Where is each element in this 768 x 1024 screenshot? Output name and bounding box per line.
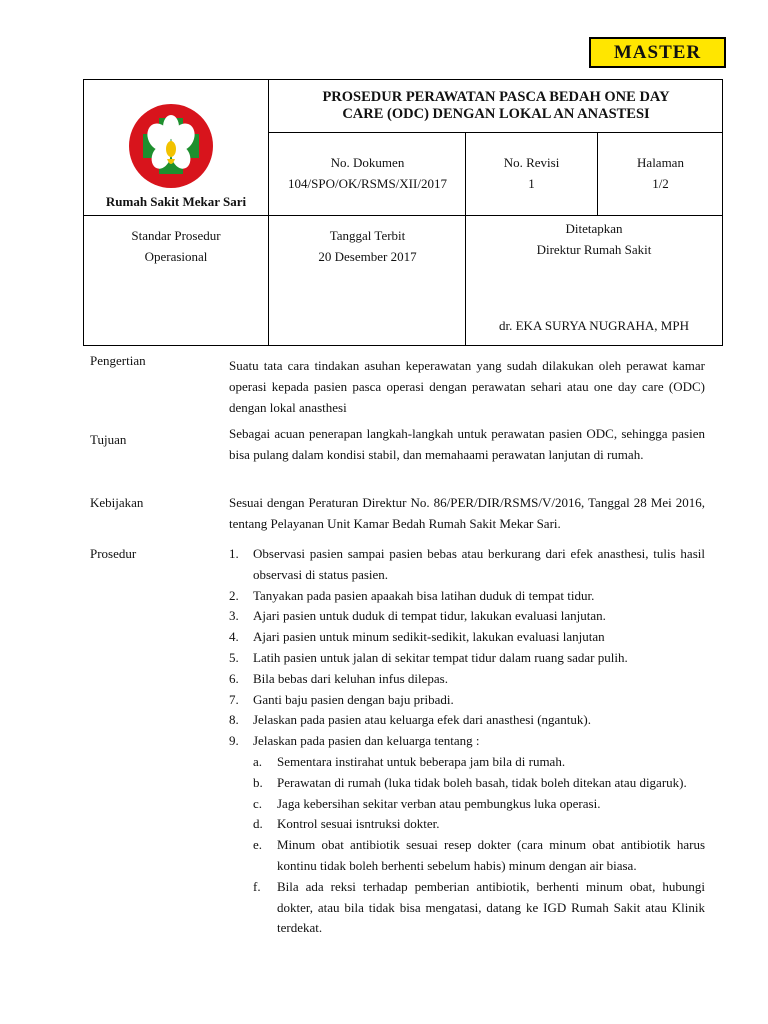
approval-label: Ditetapkan: [565, 221, 623, 236]
master-badge: MASTER: [589, 37, 726, 68]
page-cell: [598, 152, 723, 194]
revision-label: No. Revisi: [503, 155, 560, 170]
step-number: 4.: [229, 629, 239, 645]
step-number: 5.: [229, 649, 239, 665]
approver-name: dr. EKA SURYA NUGRAHA, MPH: [499, 318, 689, 333]
hospital-name: Rumah Sakit Mekar Sari: [105, 194, 247, 209]
issue-date-cell: [270, 225, 465, 267]
sub-text: Kontrol sesuai isntruksi dokter.: [277, 816, 440, 832]
sub-text: Perawatan di rumah (luka tidak boleh basah, tidak boleh ditekan atau digaruk).: [277, 774, 687, 790]
title-line: PROSEDUR PERAWATAN PASCA BEDAH ONE DAY: [322, 89, 670, 105]
kebijakan-label: Kebijakan: [90, 495, 144, 510]
sub-letter: a.: [253, 753, 263, 769]
list-item: [229, 731, 705, 939]
step-number: 1.: [229, 546, 239, 561]
revision-value: 1: [528, 176, 535, 191]
pengertian-label: Pengertian: [90, 353, 146, 368]
sub-item: [253, 877, 705, 939]
hospital-logo: [128, 103, 214, 189]
sub-item: [253, 814, 705, 835]
list-item: [229, 710, 705, 731]
list-item: [229, 627, 705, 648]
step-text: Jelaskan pada pasien atau keluarga efek dari anasthesi (ngantuk).: [253, 712, 591, 728]
step-number: 3.: [229, 608, 239, 624]
sub-text: Minum obat antibiotik sesuai resep dokter (cara minum obat antibiotik harus kontinu tidak boleh berhenti sebelum habis) minum dengan air biasa.: [277, 837, 705, 873]
doc-number-cell: [270, 152, 465, 194]
sub-letter: d.: [253, 816, 263, 832]
sub-letter: b.: [253, 774, 263, 790]
spo-line: Operasional: [144, 249, 208, 264]
pengertian-text: Suatu tata cara tindakan asuhan keperawatan yang sudah dilakukan oleh perawat kamar operasi kepada pasien pasca operasi dengan perawatan sehari atau one day care (ODC) dengan lokal anasthesi: [229, 358, 705, 415]
list-item: [229, 586, 705, 607]
tujuan-text: Sebagai acuan penerapan langkah-langkah untuk perawatan pasien ODC, sehingga pasien bisa pulang dalam kondisi stabil, dan memahaami perawatan lanjutan di rumah.: [229, 426, 705, 462]
step-text: Ajari pasien untuk duduk di tempat tidur, lakukan evaluasi lanjutan.: [253, 608, 606, 624]
list-item: [229, 648, 705, 669]
logo-center: [166, 141, 176, 157]
approval-role: Direktur Rumah Sakit: [536, 242, 652, 257]
page-label: Halaman: [637, 155, 684, 170]
doc-number-label: No. Dokumen: [330, 155, 405, 170]
sub-text: Sementara instirahat untuk beberapa jam bila di rumah.: [277, 753, 566, 769]
sub-item: [253, 794, 705, 815]
step-text: Bila bebas dari keluhan infus dilepas.: [253, 670, 448, 686]
sub-item: [253, 773, 705, 794]
sub-item: [253, 752, 705, 773]
step-number: 7.: [229, 691, 239, 707]
step-number: 9.: [229, 733, 239, 749]
list-item: [229, 606, 705, 627]
issue-date-value: 20 Desember 2017: [318, 249, 417, 264]
header-divider: [268, 79, 269, 346]
step-text: Ajari pasien untuk minum sedikit-sedikit, lakukan evaluasi lanjutan: [253, 629, 605, 645]
page-value: 1/2: [652, 176, 669, 191]
revision-cell: [466, 152, 597, 194]
document-title: [270, 89, 722, 123]
step-text: Latih pasien untuk jalan di sekitar tempat tidur dalam ruang sadar pulih.: [253, 649, 628, 665]
kebijakan-text: Sesuai dengan Peraturan Direktur No. 86/PER/DIR/RSMS/V/2016, Tanggal 28 Mei 2016, tentang Pelayanan Unit Kamar Bedah Rumah Sakit Mekar Sari.: [229, 495, 705, 531]
spo-cell: [84, 225, 268, 267]
sub-list: [253, 752, 705, 939]
step-text: Ganti baju pasien dengan baju pribadi.: [253, 691, 454, 707]
sub-text: Jaga kebersihan sekitar verban atau pembungkus luka operasi.: [277, 795, 601, 811]
list-item: [229, 690, 705, 711]
step-number: 6.: [229, 670, 239, 686]
title-line: CARE (ODC) DENGAN LOKAL AN ANASTESI: [342, 106, 650, 122]
approval-cell: [466, 218, 722, 260]
step-text: Tanyakan pada pasien apaakah bisa latihan duduk di tempat tidur.: [253, 587, 595, 603]
header-divider: [268, 132, 723, 133]
sub-letter: c.: [253, 795, 263, 811]
sub-letter: f.: [253, 878, 261, 894]
list-item: [229, 669, 705, 690]
step-number: 8.: [229, 712, 239, 728]
procedure-list: [229, 544, 705, 939]
spo-line: Standar Prosedur: [131, 228, 221, 243]
prosedur-label: Prosedur: [90, 546, 137, 561]
sub-letter: e.: [253, 837, 263, 853]
doc-number-value: 104/SPO/OK/RSMS/XII/2017: [288, 176, 447, 191]
sub-item: [253, 835, 705, 877]
step-text: Observasi pasien sampai pasien bebas atau berkurang dari efek anasthesi, tulis hasil observasi di status pasien.: [253, 546, 705, 582]
tujuan-label: Tujuan: [90, 432, 127, 447]
sub-text: Bila ada reksi terhadap pemberian antibiotik, berhenti minum obat, hubungi dokter, atau bila tidak bisa mengatasi, datang ke IGD Rumah Sakit atau Klinik terdekat.: [277, 878, 705, 936]
list-item: [229, 544, 705, 586]
step-text: Jelaskan pada pasien dan keluarga tentang :: [253, 733, 480, 749]
logo-petal: [163, 115, 179, 139]
step-number: 2.: [229, 587, 239, 603]
issue-date-label: Tanggal Terbit: [329, 228, 406, 243]
header-divider: [83, 215, 723, 216]
